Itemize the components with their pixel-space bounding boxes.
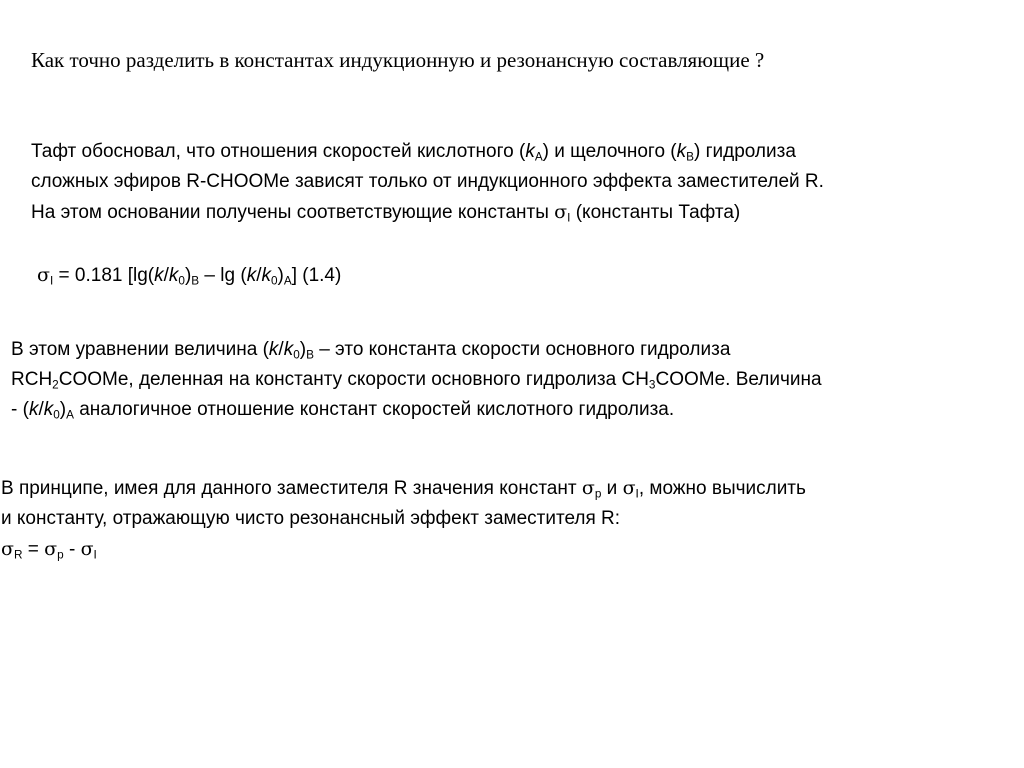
subscript-i: I <box>635 487 639 501</box>
subscript-3: 3 <box>648 378 656 392</box>
subscript-a: A <box>283 274 292 288</box>
taft-line-3 <box>31 197 824 228</box>
subscript-p: p <box>57 548 64 562</box>
principle-paragraph <box>1 473 806 565</box>
k-symbol: k <box>168 265 179 286</box>
close-paren: ) <box>299 339 307 360</box>
close-paren: ) <box>59 399 67 420</box>
subscript-a: A <box>534 150 543 164</box>
explanation-line-2-text-a: RCH <box>11 369 53 390</box>
k-symbol: k <box>268 339 279 360</box>
taft-paragraph <box>31 137 824 228</box>
k-symbol: k <box>525 141 535 162</box>
explanation-line-1-text-b: – это константа скорости основного гидролиза <box>313 339 731 360</box>
subscript-i: I <box>93 548 97 562</box>
explanation-line-1-text-a: В этом уравнении величина ( <box>11 339 269 360</box>
taft-line-3-text-a: На этом основании получены соответствующие константы <box>31 202 555 223</box>
principle-eq: = <box>22 539 45 560</box>
explanation-line-2 <box>11 365 822 395</box>
explanation-line-1 <box>11 335 822 365</box>
explanation-line-3-text-b: аналогичное отношение констант скоростей кислотного гидролиза. <box>73 399 675 420</box>
subscript-0: 0 <box>178 274 185 288</box>
question-heading <box>31 48 764 73</box>
explanation-line-3-text-a: - ( <box>11 399 29 420</box>
principle-line-2: и константу, отражающую чисто резонансный эффект заместителя R: <box>1 508 621 529</box>
subscript-p: p <box>594 487 602 501</box>
k-symbol: k <box>283 339 294 360</box>
sigma-symbol: σ <box>622 477 636 499</box>
sigma-symbol: σ <box>1 538 14 560</box>
taft-line-2: сложных эфиров R-CHOOMe зависят только от индукционного эффекта заместителей R. <box>31 171 824 192</box>
subscript-a: A <box>66 408 74 422</box>
subscript-2: 2 <box>52 378 59 392</box>
slash: / <box>38 399 44 420</box>
subscript-b: B <box>191 274 200 288</box>
explanation-line-2-text-b: COOMe, деленная на константу скорости основного гидролиза CH <box>58 369 649 390</box>
formula-eq: = 0.181 [lg( <box>53 265 155 286</box>
subscript-b: B <box>686 150 694 164</box>
explanation-paragraph <box>11 335 822 425</box>
formula-tail: ] (1.4) <box>291 265 342 286</box>
principle-line-1-text-b: , можно вычислить <box>638 478 806 499</box>
formula-1-4 <box>37 260 341 291</box>
close-paren: ) <box>277 265 284 286</box>
question-text: Как точно разделить в константах индукционную и резонансную составляющие ? <box>31 48 765 72</box>
k-symbol: k <box>43 399 54 420</box>
k-symbol: k <box>261 265 271 286</box>
principle-line-1-text-a: В принципе, имея для данного заместителя R значения констант <box>1 478 582 499</box>
k-symbol: k <box>28 399 39 420</box>
taft-line-1-text-a: Тафт обосновал, что отношения скоростей кислотного ( <box>31 141 526 162</box>
sigma-symbol: σ <box>581 477 595 499</box>
explanation-line-2-text-c: COOMe. Величина <box>655 369 822 390</box>
slash: / <box>278 339 284 360</box>
taft-line-1-text-b: ) и щелочного ( <box>542 141 677 162</box>
principle-line-1 <box>1 473 806 504</box>
principle-line-3 <box>1 534 806 565</box>
principle-and: и <box>601 478 623 499</box>
taft-line-1-text-c: ) гидролиза <box>693 141 796 162</box>
formula-minus: – lg ( <box>199 265 247 286</box>
subscript-0: 0 <box>293 348 300 362</box>
sigma-symbol: σ <box>37 264 50 286</box>
k-symbol: k <box>154 265 164 286</box>
taft-line-1 <box>31 137 824 167</box>
taft-line-3-text-b: (константы Тафта) <box>570 202 741 223</box>
explanation-line-3 <box>11 395 822 425</box>
subscript-r: R <box>13 548 23 562</box>
sigma-symbol: σ <box>44 538 58 560</box>
principle-minus: - <box>63 539 81 560</box>
subscript-b: B <box>306 348 314 362</box>
subscript-i: I <box>49 274 54 288</box>
slash: / <box>256 265 262 286</box>
sigma-symbol: σ <box>80 538 94 560</box>
subscript-0: 0 <box>270 274 278 288</box>
k-symbol: k <box>246 265 257 286</box>
sigma-symbol: σ <box>554 201 568 223</box>
subscript-i: I <box>567 211 571 225</box>
close-paren: ) <box>184 265 192 286</box>
k-symbol: k <box>676 141 687 162</box>
subscript-0: 0 <box>53 408 60 422</box>
slash: / <box>163 265 169 286</box>
